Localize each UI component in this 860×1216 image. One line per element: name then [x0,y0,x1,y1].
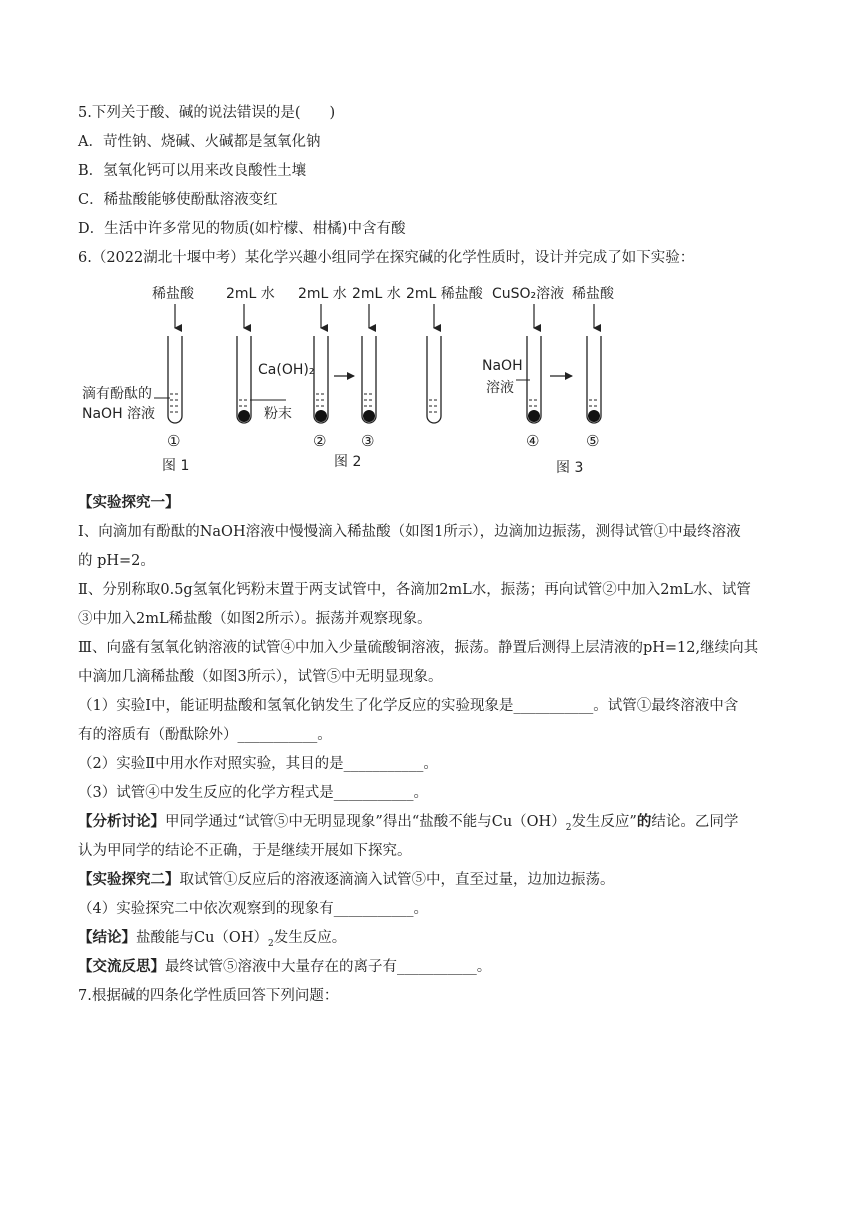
tube-5-label: ⑤ [586,432,600,450]
analysis-line-1 [78,812,738,838]
label-dilute-hcl-2: 稀盐酸 [572,286,614,302]
analysis-text-2: 发生反应” [571,814,637,830]
conclusion-text-2: 发生反应。 [273,930,347,946]
label-powder: 粉末 [264,406,292,422]
label-cuso4: CuSO₂溶液 [492,286,565,302]
reflection-line [78,957,491,977]
label-phenolphthalein-1: 滴有酚酞的 [82,386,152,402]
label-naoh: NaOH [482,358,523,374]
precipitates [238,410,600,422]
label-water-1: 2mL 水 [226,286,275,302]
question-2: （2）实验Ⅱ中用水作对照实验，其目的是___________。 [78,756,438,772]
exp1-title: 【实验探究一】 [78,494,180,511]
figure-1-caption: 图 1 [162,458,190,474]
label-water-3: 2mL 水 [352,286,401,302]
exp1-step-ii-b: ③中加入2mL稀盐酸（如图2所示）。振荡并观察现象。 [78,611,432,627]
experiment-figure [78,276,638,486]
tube-1-label: ① [167,432,181,450]
analysis-line-2: 认为甲同学的结论不正确，于是继续开展如下探究。 [78,843,412,859]
question-3: （3）试管④中发生反应的化学方程式是___________。 [78,785,428,801]
exp1-step-iii-b: 中滴加几滴稀盐酸（如图3所示），试管⑤中无明显现象。 [78,669,443,685]
analysis-text-3: 结论。乙同学 [651,814,739,830]
label-phenolphthalein-2: NaOH 溶液 [82,406,156,422]
question-5-stem: 5.下列关于酸、碱的说法错误的是( ) [78,105,336,121]
conclusion-heading: 【结论】 [78,929,136,946]
label-hcl-2ml: 2mL 稀盐酸 [406,286,483,302]
analysis-subscript: 2 [565,822,572,833]
question-7-stem: 7.根据碱的四条化学性质回答下列问题： [78,988,339,1004]
option-d: D．生活中许多常见的物质(如柠檬、柑橘)中含有酸 [78,221,406,237]
exp2-line [78,870,615,890]
exp1-step-i-b: 的 pH=2。 [78,553,155,569]
exp2-text: 取试管①反应后的溶液逐滴滴入试管⑤中，直至过量，边加边振荡。 [179,872,615,888]
question-4: （4）实验探究二中依次观察到的现象有___________。 [78,901,428,917]
figure-3-caption: 图 3 [556,460,584,476]
option-a: A．苛性钠、烧碱、火碱都是氢氧化钠 [78,134,321,150]
conclusion-text-1: 盐酸能与Cu（OH） [136,930,268,946]
question-1-b: 有的溶质有（酚酞除外）___________。 [78,727,332,743]
analysis-bold-char: 的 [636,813,652,830]
test-tubes [168,336,601,423]
exp2-heading: 【实验探究二】 [78,871,180,888]
tube-4-label: ④ [526,432,540,450]
label-water-2: 2mL 水 [298,286,347,302]
figure-2-caption: 图 2 [334,454,362,470]
analysis-text-1: 甲同学通过“试管⑤中无明显现象”得出“盐酸不能与Cu（OH） [165,814,566,830]
option-c: C．稀盐酸能够使酚酞溶液变红 [78,192,278,208]
tube-3-label: ③ [361,432,375,450]
conclusion-line [78,928,346,954]
analysis-heading: 【分析讨论】 [78,813,165,830]
reflection-text: 最终试管⑤溶液中大量存在的离子有___________。 [165,959,492,975]
tube-2-label: ② [313,432,327,450]
label-solution: 溶液 [486,380,514,396]
label-caoh2: Ca(OH)₂ [258,362,315,378]
question-6-stem: 6.（2022湖北十堰中考）某化学兴趣小组同学在探究碱的化学性质时，设计并完成了如下实验： [78,250,695,266]
conclusion-subscript: 2 [267,938,274,949]
drop-arrows [175,304,594,328]
option-b: B．氢氧化钙可以用来改良酸性土壤 [78,163,307,179]
exp1-step-ii-a: Ⅱ、分别称取0.5g氢氧化钙粉末置于两支试管中，各滴加2mL水，振荡；再向试管②中加入2mL水、试管 [78,582,751,598]
reflection-heading: 【交流反思】 [78,958,165,975]
label-dilute-hcl-1: 稀盐酸 [152,286,194,302]
question-1-a: （1）实验Ⅰ中，能证明盐酸和氢氧化钠发生了化学反应的实验现象是___________。试管①最终溶液中含 [78,698,739,714]
exp1-step-iii-a: Ⅲ、向盛有氢氧化钠溶液的试管④中加入少量硫酸铜溶液，振荡。静置后测得上层清液的pH=12,继续向其 [78,640,759,656]
exp1-step-i-a: Ⅰ、向滴加有酚酞的NaOH溶液中慢慢滴入稀盐酸（如图1所示），边滴加边振荡，测得试管①中最终溶液 [78,524,741,540]
